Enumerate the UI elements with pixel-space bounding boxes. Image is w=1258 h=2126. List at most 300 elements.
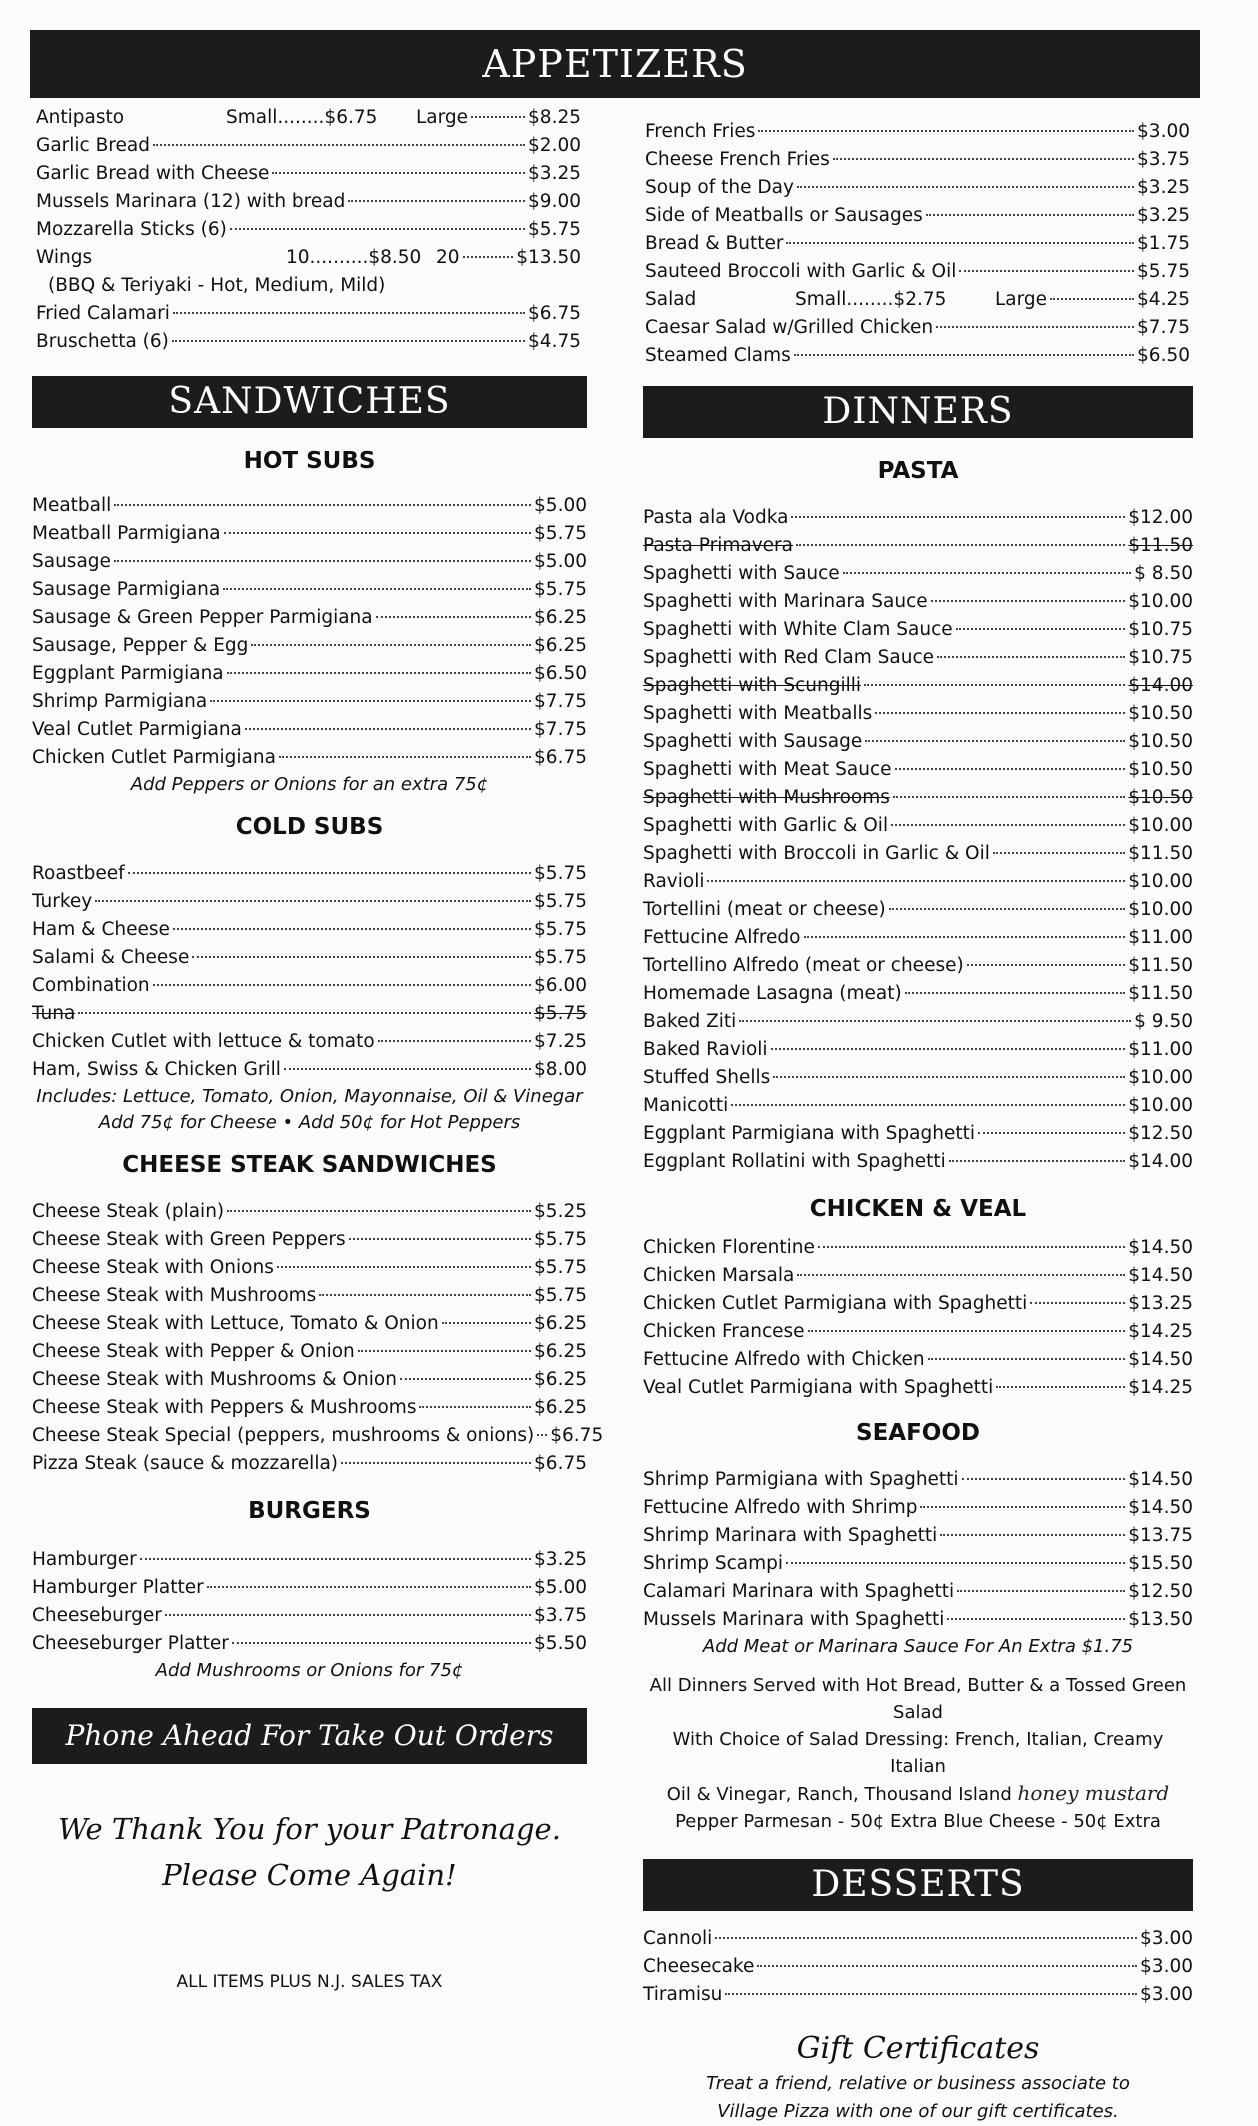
dot-leader <box>947 1618 1125 1620</box>
item-name: Eggplant Parmigiana <box>32 663 224 684</box>
cold-subs-note: Add 75¢ for Cheese • Add 50¢ for Hot Peppers <box>98 1112 521 1133</box>
dinners-served-note: With Choice of Salad Dressing: French, Italian, Creamy Italian <box>672 1729 1164 1777</box>
item-price: $5.00 <box>534 495 587 516</box>
desserts-banner: DESSERTS <box>643 1859 1193 1911</box>
item-name: Fettucine Alfredo with Shrimp <box>643 1497 918 1518</box>
dot-leader <box>210 700 531 702</box>
menu-item <box>643 1606 1193 1634</box>
item-name: Ham & Cheese <box>32 919 170 940</box>
item-price: $14.00 <box>1128 1151 1193 1172</box>
dot-leader <box>758 130 1134 132</box>
item-price: $3.00 <box>1137 121 1190 142</box>
item-price: $6.25 <box>534 635 587 656</box>
dot-leader <box>996 1386 1125 1388</box>
menu-item <box>643 1925 1193 1953</box>
item-name: Mozzarella Sticks (6) <box>36 219 227 240</box>
cheese-steak-list <box>32 1198 604 1478</box>
item-name: Cheeseburger <box>32 1605 162 1626</box>
item-name: Fettucine Alfredo <box>643 927 801 948</box>
menu-item <box>32 944 587 972</box>
dot-leader <box>284 1068 531 1070</box>
item-price: $11.00 <box>1128 1039 1193 1060</box>
appetizer-list <box>36 300 581 356</box>
item-price: $3.75 <box>1137 149 1190 170</box>
dot-leader <box>962 1478 1126 1480</box>
item-price: $7.25 <box>534 1031 587 1052</box>
item-name: Roastbeef <box>32 863 125 884</box>
dot-leader <box>773 1076 1125 1078</box>
item-name: Sausage & Green Pepper Parmigiana <box>32 607 373 628</box>
item-name: French Fries <box>645 121 756 142</box>
menu-item <box>32 972 587 1000</box>
item-price: $10.75 <box>1128 619 1193 640</box>
item-price: $3.25 <box>534 1549 587 1570</box>
item-price: $5.75 <box>534 863 587 884</box>
item-name: Tortellini (meat or cheese) <box>643 899 886 920</box>
item-name: Garlic Bread <box>36 135 150 156</box>
dot-leader <box>207 1586 531 1588</box>
item-price: $5.75 <box>534 1229 587 1250</box>
menu-item <box>32 1366 587 1394</box>
item-price: $10.50 <box>1128 759 1193 780</box>
item-price: $5.75 <box>534 1285 587 1306</box>
chicken-veal-list <box>643 1234 1193 1402</box>
item-name: Steamed Clams <box>645 345 791 366</box>
menu-item <box>32 860 587 888</box>
item-name: Sausage <box>32 551 111 572</box>
item-name: Hamburger <box>32 1549 137 1570</box>
dot-leader <box>272 172 525 174</box>
item-name: Cheese Steak Special (peppers, mushrooms & onions) <box>32 1425 535 1446</box>
menu-item <box>645 314 1190 342</box>
menu-item <box>643 924 1193 952</box>
item-name: Turkey <box>32 891 93 912</box>
item-name: Cheese Steak with Onions <box>32 1257 274 1278</box>
dot-leader <box>936 326 1134 328</box>
item-price: $5.00 <box>534 1577 587 1598</box>
item-price: $13.25 <box>1128 1293 1193 1314</box>
menu-item <box>32 1450 587 1478</box>
menu-item <box>643 560 1193 588</box>
item-price: $13.75 <box>1128 1525 1193 1546</box>
menu-item: Antipasto Small........$6.75 Large $8.25 <box>36 107 581 128</box>
item-price: $12.50 <box>1128 1581 1193 1602</box>
item-name: Spaghetti with Meatballs <box>643 703 873 724</box>
item-price: $5.75 <box>534 947 587 968</box>
cheese-steak-title: CHEESE STEAK SANDWICHES <box>122 1152 497 1178</box>
menu-item <box>643 1346 1193 1374</box>
menu-item <box>645 174 1190 202</box>
hot-subs-title: HOT SUBS <box>243 448 376 474</box>
dot-leader <box>153 984 531 986</box>
item-price: $6.25 <box>534 1341 587 1362</box>
dot-leader <box>978 1132 1125 1134</box>
dot-leader <box>349 1238 531 1240</box>
menu-item <box>643 1008 1193 1036</box>
item-price: $10.00 <box>1128 591 1193 612</box>
item-name: Spaghetti with Meat Sauce <box>643 759 892 780</box>
item-price: $8.00 <box>534 1059 587 1080</box>
item-name: Bruschetta (6) <box>36 331 169 352</box>
menu-item <box>32 520 587 548</box>
dot-leader <box>192 956 531 958</box>
item-price: $6.75 <box>550 1425 604 1446</box>
menu-item <box>645 202 1190 230</box>
item-price: $14.25 <box>1128 1377 1193 1398</box>
item-name: Veal Cutlet Parmigiana with Spaghetti <box>643 1377 994 1398</box>
hot-subs-note: Add Peppers or Onions for an extra 75¢ <box>130 774 489 795</box>
item-name: Meatball <box>32 495 112 516</box>
pasta-title: PASTA <box>877 458 959 484</box>
item-price: $10.50 <box>1128 703 1193 724</box>
burgers-note: Add Mushrooms or Onions for 75¢ <box>155 1660 464 1681</box>
item-price: $3.25 <box>1137 205 1190 226</box>
menu-item <box>32 548 587 576</box>
appetizer-list <box>36 132 581 244</box>
menu-item <box>643 784 1193 812</box>
seafood-note: Add Meat or Marinara Sauce For An Extra $1.75 <box>702 1636 1134 1657</box>
dot-leader <box>794 354 1134 356</box>
menu-item <box>643 868 1193 896</box>
cold-subs-title: COLD SUBS <box>235 814 384 840</box>
dot-leader <box>277 1266 531 1268</box>
menu-item <box>32 888 587 916</box>
cold-subs-note: Includes: Lettuce, Tomato, Onion, Mayonnaise, Oil & Vinegar <box>36 1086 583 1107</box>
item-price: $10.00 <box>1128 1095 1193 1116</box>
item-price: $5.00 <box>534 551 587 572</box>
item-name: Cheese French Fries <box>645 149 830 170</box>
dot-leader <box>442 1322 531 1324</box>
item-price: $3.00 <box>1140 1928 1193 1949</box>
item-price: $7.75 <box>534 719 587 740</box>
menu-item <box>32 744 587 772</box>
item-price: $3.00 <box>1140 1956 1193 1977</box>
menu-item <box>32 1198 587 1226</box>
item-name: Chicken Cutlet Parmigiana with Spaghetti <box>643 1293 1028 1314</box>
item-price: $9.00 <box>528 191 581 212</box>
item-price: $6.50 <box>534 663 587 684</box>
dot-leader <box>341 1462 531 1464</box>
appetizer-list <box>645 118 1190 286</box>
dot-leader <box>707 880 1125 882</box>
item-price: $14.00 <box>1128 675 1193 696</box>
item-price: $1.75 <box>1137 233 1190 254</box>
dot-leader <box>928 1358 1126 1360</box>
item-price: $11.50 <box>1128 983 1193 1004</box>
dot-leader <box>725 1993 1137 1995</box>
item-price: $10.00 <box>1128 871 1193 892</box>
dot-leader <box>715 1937 1137 1939</box>
menu-item <box>32 1630 587 1658</box>
item-name: Sausage Parmigiana <box>32 579 221 600</box>
item-price: $5.75 <box>534 579 587 600</box>
menu-item <box>643 1290 1193 1318</box>
dot-leader <box>173 928 531 930</box>
menu-item <box>36 216 581 244</box>
menu-item <box>32 1226 587 1254</box>
dot-leader <box>959 270 1134 272</box>
item-name: Baked Ravioli <box>643 1039 768 1060</box>
item-price: $ 9.50 <box>1134 1011 1193 1032</box>
menu-item <box>643 1953 1193 1981</box>
dot-leader <box>227 672 531 674</box>
seafood-list <box>643 1466 1193 1634</box>
item-name: Sauteed Broccoli with Garlic & Oil <box>645 261 957 282</box>
menu-item <box>643 1148 1193 1176</box>
dot-leader <box>78 1012 531 1014</box>
item-price: $5.75 <box>534 1003 587 1024</box>
dot-leader <box>931 600 1126 602</box>
item-price: $15.50 <box>1128 1553 1193 1574</box>
dot-leader <box>889 908 1126 910</box>
seafood-title: SEAFOOD <box>856 1420 980 1446</box>
thanks-line: Please Come Again! <box>162 1858 457 1892</box>
dot-leader <box>419 1406 531 1408</box>
dot-leader <box>95 900 531 902</box>
dot-leader <box>940 1534 1125 1536</box>
menu-item <box>643 840 1193 868</box>
item-price: $5.75 <box>534 919 587 940</box>
dot-leader <box>165 1614 531 1616</box>
menu-item <box>36 328 581 356</box>
item-name: Side of Meatballs or Sausages <box>645 205 923 226</box>
menu-item <box>32 916 587 944</box>
item-name: Shrimp Marinara with Spaghetti <box>643 1525 938 1546</box>
item-name: Meatball Parmigiana <box>32 523 221 544</box>
item-price: $10.00 <box>1128 1067 1193 1088</box>
item-name: Cheese Steak with Lettuce, Tomato & Onion <box>32 1313 439 1334</box>
item-name: Ham, Swiss & Chicken Grill <box>32 1059 281 1080</box>
menu-item <box>32 1000 587 1028</box>
menu-item <box>645 230 1190 258</box>
dot-leader <box>731 1104 1125 1106</box>
dot-leader <box>400 1378 531 1380</box>
item-name: Spaghetti with Marinara Sauce <box>643 591 928 612</box>
dot-leader <box>114 560 531 562</box>
dot-leader <box>957 1590 1125 1592</box>
dot-leader <box>114 504 531 506</box>
item-name: Stuffed Shells <box>643 1067 771 1088</box>
dot-leader <box>223 588 531 590</box>
dot-leader <box>739 1020 1131 1022</box>
item-name: Salami & Cheese <box>32 947 190 968</box>
menu-item <box>32 1602 587 1630</box>
dot-leader <box>808 1330 1126 1332</box>
item-price: $5.75 <box>534 1257 587 1278</box>
item-name: Chicken Marsala <box>643 1265 795 1286</box>
item-name: Baked Ziti <box>643 1011 737 1032</box>
dot-leader <box>172 340 525 342</box>
item-name: Cheesecake <box>643 1956 755 1977</box>
menu-item <box>32 492 587 520</box>
item-price: $10.00 <box>1128 815 1193 836</box>
menu-item <box>32 1254 587 1282</box>
menu-item <box>32 576 587 604</box>
item-name: Tiramisu <box>643 1984 723 2005</box>
item-name: Spaghetti with Red Clam Sauce <box>643 647 935 668</box>
sandwiches-column <box>32 376 604 1992</box>
dot-leader <box>797 186 1134 188</box>
menu-item <box>643 644 1193 672</box>
menu-item <box>32 632 587 660</box>
dot-leader <box>895 768 1126 770</box>
item-price: $11.00 <box>1128 927 1193 948</box>
item-price: $10.50 <box>1128 787 1193 808</box>
menu-item <box>36 300 581 328</box>
menu-item <box>643 672 1193 700</box>
item-price: $11.50 <box>1128 535 1193 556</box>
item-price: $6.50 <box>1137 345 1190 366</box>
menu-item <box>32 688 587 716</box>
item-name: Spaghetti with White Clam Sauce <box>643 619 953 640</box>
menu-item <box>643 700 1193 728</box>
item-price: $10.00 <box>1128 899 1193 920</box>
dot-leader <box>875 712 1125 714</box>
dot-leader <box>376 616 531 618</box>
wings-note: (BBQ & Teriyaki - Hot, Medium, Mild) <box>48 275 386 296</box>
item-price: $12.50 <box>1128 1123 1193 1144</box>
item-name: Spaghetti with Garlic & Oil <box>643 815 889 836</box>
menu-item <box>643 1036 1193 1064</box>
chicken-veal-title: CHICKEN & VEAL <box>809 1196 1027 1222</box>
menu-item <box>643 952 1193 980</box>
menu-item <box>32 1282 587 1310</box>
item-price: $5.25 <box>534 1201 587 1222</box>
dot-leader <box>905 992 1126 994</box>
item-price: $13.50 <box>1128 1609 1193 1630</box>
cold-subs-list <box>32 860 587 1084</box>
dot-leader <box>537 1434 547 1436</box>
item-price: $14.50 <box>1128 1469 1193 1490</box>
item-price: $14.50 <box>1128 1497 1193 1518</box>
item-name: Cheese Steak with Mushrooms & Onion <box>32 1369 397 1390</box>
item-price: $12.00 <box>1128 507 1193 528</box>
menu-item <box>643 1981 1193 2009</box>
dot-leader <box>797 1274 1125 1276</box>
menu-item <box>643 980 1193 1008</box>
item-name: Cheese Steak (plain) <box>32 1201 225 1222</box>
menu-item <box>643 588 1193 616</box>
dinners-banner: DINNERS <box>643 386 1193 438</box>
item-name: Veal Cutlet Parmigiana <box>32 719 242 740</box>
dot-leader <box>358 1350 531 1352</box>
item-name: Tuna <box>32 1003 76 1024</box>
item-price: $6.25 <box>534 1313 587 1334</box>
item-price: $11.50 <box>1128 955 1193 976</box>
menu-item <box>645 258 1190 286</box>
menu-item <box>643 504 1193 532</box>
item-price: $6.75 <box>528 303 581 324</box>
item-name: Garlic Bread with Cheese <box>36 163 270 184</box>
item-name: Cheese Steak with Green Peppers <box>32 1229 346 1250</box>
dot-leader <box>926 214 1134 216</box>
item-price: $3.25 <box>528 163 581 184</box>
dot-leader <box>1030 1302 1125 1304</box>
menu-item <box>32 1546 587 1574</box>
dot-leader <box>771 1048 1126 1050</box>
menu-item <box>32 1056 587 1084</box>
item-name: Soup of the Day <box>645 177 794 198</box>
dot-leader <box>937 656 1125 658</box>
menu-item <box>643 1064 1193 1092</box>
menu-item <box>643 532 1193 560</box>
item-price: $6.25 <box>534 1397 587 1418</box>
item-name: Caesar Salad w/Grilled Chicken <box>645 317 934 338</box>
item-price: $10.75 <box>1128 647 1193 668</box>
item-name: Spaghetti with Sausage <box>643 731 863 752</box>
dot-leader <box>804 936 1126 938</box>
gift-text: Treat a friend, relative or business associate to <box>706 2073 1130 2094</box>
dot-leader <box>843 572 1131 574</box>
menu-item <box>36 160 581 188</box>
menu-item <box>643 1318 1193 1346</box>
thanks-line: We Thank You for your Patronage. <box>58 1812 561 1846</box>
dot-leader <box>227 1210 531 1212</box>
item-price: $6.25 <box>534 1369 587 1390</box>
item-name: Cheeseburger Platter <box>32 1633 229 1654</box>
handwritten-note: honey mustard <box>1017 1781 1170 1805</box>
menu-item <box>32 1394 587 1422</box>
item-price: $3.75 <box>534 1605 587 1626</box>
item-name: Hamburger Platter <box>32 1577 204 1598</box>
item-name: Manicotti <box>643 1095 729 1116</box>
menu-item <box>643 616 1193 644</box>
item-name: Shrimp Parmigiana <box>32 691 208 712</box>
dot-leader <box>786 242 1134 244</box>
item-price: $14.25 <box>1128 1321 1193 1342</box>
pasta-list <box>643 504 1193 1176</box>
menu-item <box>32 1574 587 1602</box>
menu-item <box>643 1120 1193 1148</box>
item-name: Chicken Florentine <box>643 1237 815 1258</box>
item-price: $3.00 <box>1140 1984 1193 2005</box>
item-name: Shrimp Parmigiana with Spaghetti <box>643 1469 959 1490</box>
menu-item <box>32 660 587 688</box>
menu-item <box>643 1374 1193 1402</box>
item-price: $7.75 <box>1137 317 1190 338</box>
menu-item <box>643 1550 1193 1578</box>
item-price: $5.75 <box>534 523 587 544</box>
menu-item: Salad Small........$2.75 Large $4.25 <box>645 289 1190 310</box>
item-name: Pasta ala Vodka <box>643 507 789 528</box>
item-price: $ 8.50 <box>1134 563 1193 584</box>
item-price: $14.50 <box>1128 1237 1193 1258</box>
item-name: Calamari Marinara with Spaghetti <box>643 1581 955 1602</box>
item-name: Mussels Marinara (12) with bread <box>36 191 346 212</box>
dot-leader <box>128 872 531 874</box>
dot-leader <box>818 1246 1125 1248</box>
item-name: Spaghetti with Broccoli in Garlic & Oil <box>643 843 990 864</box>
menu-item <box>643 1578 1193 1606</box>
menu-item <box>645 118 1190 146</box>
item-price: $3.25 <box>1137 177 1190 198</box>
appetizers-banner: APPETIZERS <box>30 30 1200 98</box>
item-name: Combination <box>32 975 150 996</box>
menu-item <box>32 1310 587 1338</box>
dot-leader <box>230 228 525 230</box>
item-name: Cheese Steak with Mushrooms <box>32 1285 317 1306</box>
menu-item: Wings 10..........$8.50 20 $13.50 <box>36 247 581 268</box>
item-name: Eggplant Parmigiana with Spaghetti <box>643 1123 975 1144</box>
menu-item <box>32 1028 587 1056</box>
item-name: Sausage, Pepper & Egg <box>32 635 249 656</box>
menu-item <box>36 132 581 160</box>
item-name: Chicken Cutlet Parmigiana <box>32 747 276 768</box>
dot-leader <box>786 1562 1125 1564</box>
menu-item <box>645 146 1190 174</box>
item-name: Cannoli <box>643 1928 713 1949</box>
item-price: $11.50 <box>1128 843 1193 864</box>
